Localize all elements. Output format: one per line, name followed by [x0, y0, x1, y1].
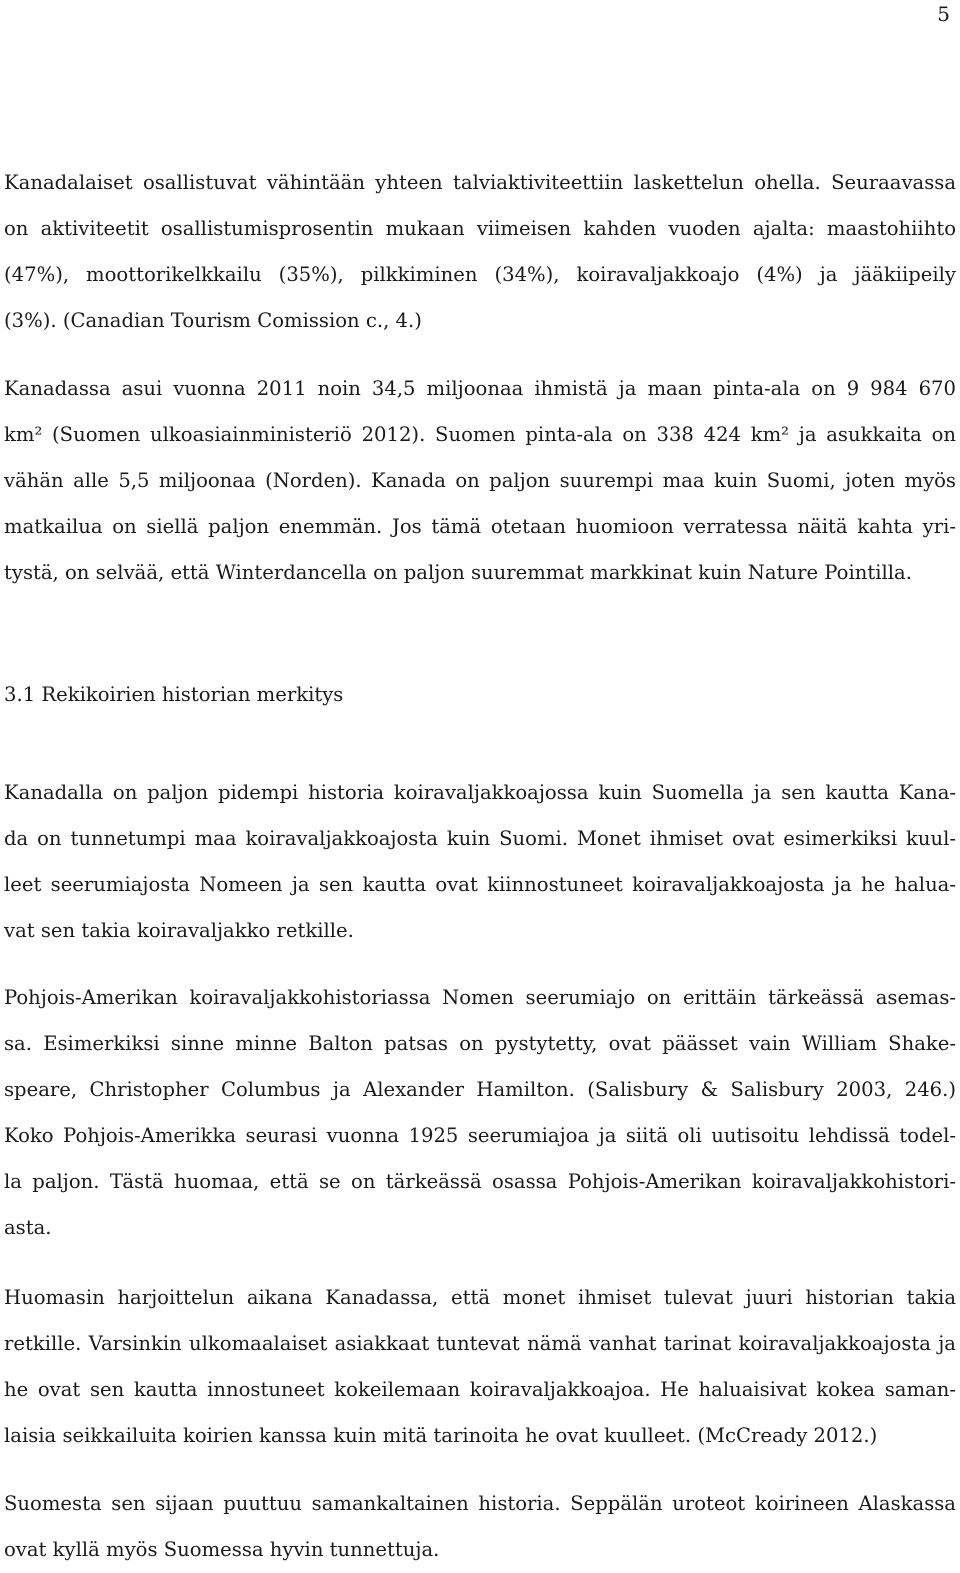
text-line: laisia seikkailuita koirien kanssa kuin mitä tarinoita he ovat kuulleet. (McCready 2012.) [4, 1424, 878, 1447]
paragraph-finland-history [4, 1481, 956, 1573]
paragraph-winter-activities [4, 160, 956, 344]
text-line: vähän alle 5,5 miljoonaa (Norden). Kanada on paljon suurempi maa kuin Suomi, joten myös [4, 469, 956, 492]
text-line: sa. Esimerkiksi sinne minne Balton patsas on pystytetty, ovat päässet vain William Shake- [4, 1032, 956, 1055]
text-line: Kanadalla on paljon pidempi historia koiravaljakkoajossa kuin Suomella ja sen kautta Kana- [4, 781, 956, 804]
paragraph-serum-run [4, 975, 956, 1251]
text-line: on aktiviteetit osallistumisprosentin mukaan viimeisen kahden vuoden ajalta: maastohiihto [4, 217, 956, 240]
text-line: retkille. Varsinkin ulkomaalaiset asiakkaat tuntevat nämä vanhat tarinat koiravaljakkoajosta ja [4, 1332, 956, 1355]
text-line: Kanadalaiset osallistuvat vähintään yhteen talviaktiviteettiin laskettelun ohella. Seuraavassa [4, 171, 956, 194]
text-line: km² (Suomen ulkoasiainministeriö 2012). Suomen pinta-ala on 338 424 km² ja asukkaita on [4, 423, 956, 446]
text-line: leet seerumiajosta Nomeen ja sen kautta ovat kiinnostuneet koiravaljakkoajosta ja he halua- [4, 873, 956, 896]
heading-text: 3.1 Rekikoirien historian merkitys [4, 683, 344, 706]
page-number: 5 [937, 2, 950, 26]
text-line: vat sen takia koiravaljakko retkille. [4, 919, 354, 942]
text-line: he ovat sen kautta innostuneet kokeilemaan koiravaljakkoajoa. He haluaisivat kokea saman- [4, 1378, 956, 1401]
paragraph-canada-population [4, 366, 956, 596]
text-line: Koko Pohjois-Amerikka seurasi vuonna 1925 seerumiajoa ja siitä oli uutisoitu lehdissä todel- [4, 1124, 956, 1147]
text-line: ovat kyllä myös Suomessa hyvin tunnettuja. [4, 1538, 440, 1561]
text-line: Pohjois-Amerikan koiravaljakkohistoriassa Nomen seerumiajo on erittäin tärkeässä asemas- [4, 986, 956, 1009]
paragraph-canada-history [4, 770, 956, 954]
text-line: asta. [4, 1216, 52, 1239]
text-line: speare, Christopher Columbus ja Alexander Hamilton. (Salisbury & Salisbury 2003, 246.) [4, 1078, 956, 1101]
text-line: matkailua on siellä paljon enemmän. Jos tämä otetaan huomioon verratessa näitä kahta yri- [4, 515, 956, 538]
section-heading [4, 672, 956, 718]
text-line: (47%), moottorikelkkailu (35%), pilkkiminen (34%), koiravaljakkoajo (4%) ja jääkiipeily [4, 263, 956, 286]
text-line: tystä, on selvää, että Winterdancella on paljon suuremmat markkinat kuin Nature Pointilla. [4, 561, 912, 584]
text-line: la paljon. Tästä huomaa, että se on tärkeässä osassa Pohjois-Amerikan koiravaljakkohistori- [4, 1170, 956, 1193]
text-line: Huomasin harjoittelun aikana Kanadassa, että monet ihmiset tulevat juuri historian takia [4, 1286, 956, 1309]
text-line: (3%). (Canadian Tourism Comission c., 4.) [4, 309, 422, 332]
text-line: Suomesta sen sijaan puuttuu samankaltainen historia. Seppälän uroteot koirineen Alaskassa [4, 1492, 956, 1515]
paragraph-internship-observation [4, 1275, 956, 1459]
text-line: da on tunnetumpi maa koiravaljakkoajosta kuin Suomi. Monet ihmiset ovat esimerkiksi kuul- [4, 827, 956, 850]
text-line: Kanadassa asui vuonna 2011 noin 34,5 miljoonaa ihmistä ja maan pinta-ala on 9 984 670 [4, 377, 956, 400]
